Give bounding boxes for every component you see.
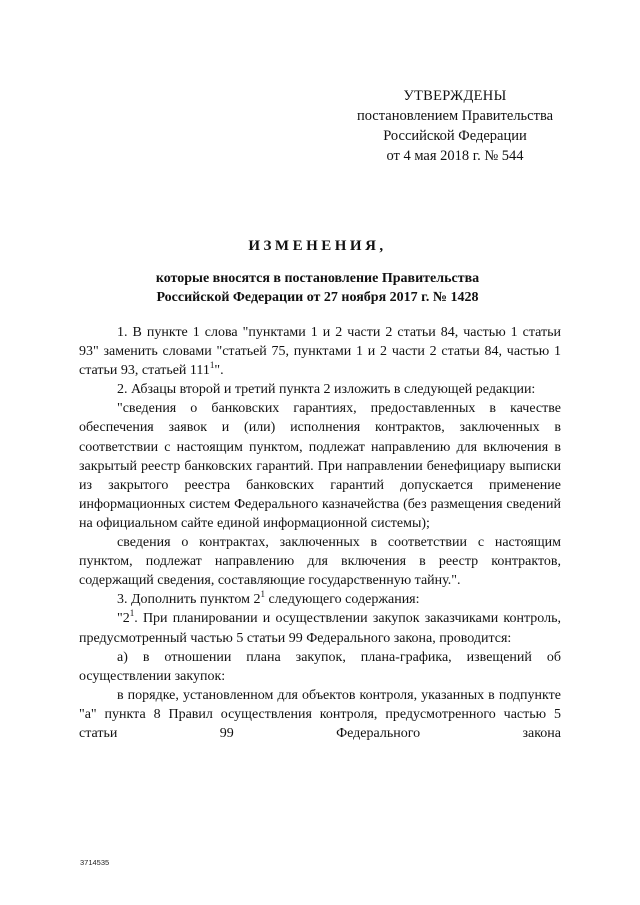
subtitle-line-2: Российской Федерации от 27 ноября 2017 г. № 1428 bbox=[156, 290, 479, 305]
approval-heading: УТВЕРЖДЕНЫ bbox=[403, 88, 507, 104]
item-1 bbox=[79, 323, 561, 380]
document-title: ИЗМЕНЕНИЯ, bbox=[248, 238, 387, 254]
approval-line-2: Российской Федерации bbox=[383, 128, 527, 144]
point-2-1-text: . При планировании и осуществлении закупок заказчиками контроль, предусмотренный частью 5 статьи 99 Федерального закона, проводится: bbox=[79, 611, 561, 646]
item-3-text: 3. Дополнить пунктом 2 bbox=[117, 592, 261, 608]
subitem-a: а) в отношении плана закупок, плана-графика, извещений об осуществлении закупок: bbox=[79, 649, 561, 684]
item-1-superscript: 1 bbox=[209, 360, 215, 371]
document-title-block bbox=[60, 236, 575, 307]
item-1-tail: ". bbox=[214, 363, 224, 379]
point-2-1 bbox=[79, 609, 561, 647]
document-subtitle bbox=[60, 269, 575, 307]
point-2-1-superscript: 1 bbox=[129, 608, 135, 619]
point-2-1-lead: "2 bbox=[117, 611, 130, 627]
document-body bbox=[79, 323, 561, 743]
item-1-text: 1. В пункте 1 слова "пунктами 1 и 2 части 2 статьи 84, частью 1 статьи 93" заменить словами "статьей 75, пунктами 1 и 2 части 2 статьи 84, частью 1 статьи 93, статьей 111 bbox=[79, 325, 561, 379]
order-paragraph: в порядке, установленном для объектов контроля, указанных в подпункте "а" пункта 8 Правил осуществления контроля, предусмотренного частью 5 статьи 99 Федерального закона bbox=[79, 687, 561, 741]
approval-line-3: от 4 мая 2018 г. № 544 bbox=[386, 148, 524, 164]
item-3-tail: следующего содержания: bbox=[264, 592, 420, 608]
quote-paragraph-1: "сведения о банковских гарантиях, предоставленных в качестве обеспечения заявок и (или) исполнения контрактов, заключенных в соответствии с настоящим пунктом, подлежат направлению для включения в закрытый реестр банковских гарантий. При направлении бенефициару выписки из закрытого реестра банковских гарантий допускается применение информационных систем Федерального казначейства (без размещения сведений на официальном сайте единой информационной системы); bbox=[79, 401, 561, 531]
approval-line-1: постановлением Правительства bbox=[356, 108, 554, 124]
item-3 bbox=[79, 590, 561, 609]
item-2: 2. Абзацы второй и третий пункта 2 изложить в следующей редакции: bbox=[117, 382, 536, 398]
document-code: 3714535 bbox=[80, 858, 110, 867]
quote-paragraph-2: сведения о контрактах, заключенных в соответствии с настоящим пунктом, подлежат направлению для включения в реестр контрактов, содержащий сведения, составляющие государственную тайну.". bbox=[79, 535, 561, 589]
approval-block bbox=[340, 86, 570, 166]
subtitle-line-1: которые вносятся в постановление Правительства bbox=[155, 271, 480, 286]
item-3-superscript: 1 bbox=[260, 589, 265, 600]
